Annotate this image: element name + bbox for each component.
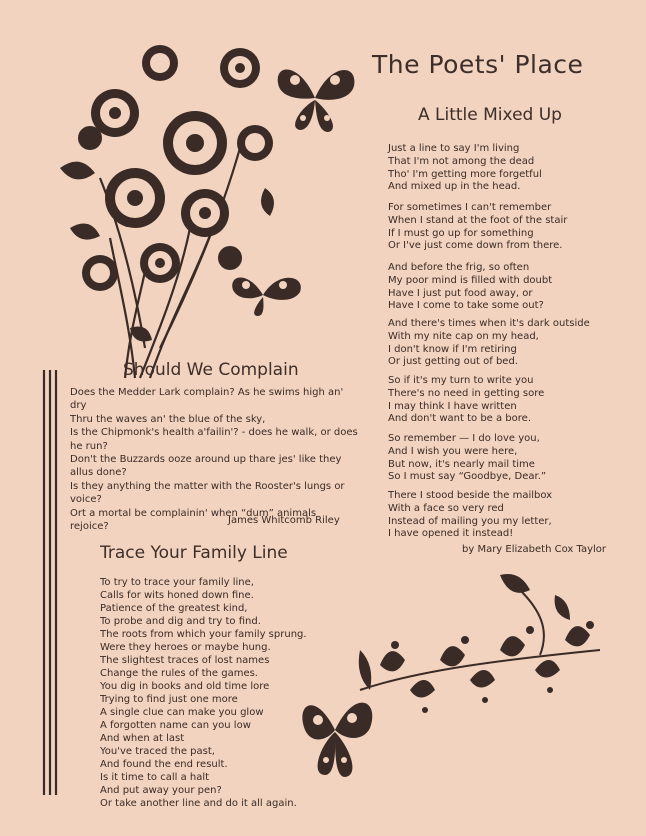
poem-line: And before the frig, so often	[388, 262, 530, 273]
poem-title-family: Trace Your Family Line	[100, 543, 288, 563]
stanza-5	[388, 375, 544, 426]
poem-line: So I must say “Goodbye, Dear.”	[388, 471, 547, 483]
poem-line: Or just getting out of bed.	[388, 356, 518, 368]
flower-stems-icon	[40, 370, 60, 800]
poem-line: The slightest traces of lost names	[100, 655, 270, 666]
page-title: The Poets' Place	[372, 50, 584, 79]
poem-line: Have I come to take some out?	[388, 300, 544, 312]
poem-line: And found the end result.	[100, 759, 228, 770]
poem-line: A single clue can make you glow	[100, 707, 264, 718]
poem-line: I don't know if I'm retiring	[388, 343, 517, 355]
stanza-7	[388, 490, 552, 541]
poem-title-complain: Should We Complain	[123, 360, 299, 380]
poem-line: My poor mind is filled with doubt	[388, 274, 553, 286]
poem-complain-lines	[70, 386, 358, 533]
poem-line: If I must go up for something	[388, 227, 534, 239]
poem-line: Or take another line and do it all again.	[100, 798, 297, 809]
poem-line: Trying to find just one more	[100, 694, 238, 705]
flower-bouquet-icon	[40, 28, 290, 388]
poem-line: There's no need in getting sore	[388, 387, 545, 399]
stanza-3	[388, 262, 552, 313]
poem-line: Thru the waves an' the blue of the sky,	[70, 413, 266, 425]
flower-vine-icon	[300, 570, 610, 790]
poem-line: Tho' I'm getting more forgetful	[388, 168, 542, 180]
poem-line: When I stand at the foot of the stair	[388, 214, 568, 226]
poem-line: And there's times when it's dark outside	[388, 318, 590, 329]
poem-line: allus done?	[70, 467, 127, 479]
author-credit-riley: James Whitcomb Riley	[228, 515, 340, 526]
poem-line: Have I just put food away, or	[388, 287, 533, 299]
poem-line: And mixed up in the head.	[388, 181, 521, 193]
poem-line: dry	[70, 400, 87, 412]
poem-line: You've traced the past,	[100, 746, 215, 757]
poem-line: And when at last	[100, 733, 185, 744]
poem-line: Patience of the greatest kind,	[100, 603, 248, 614]
poem-line: Or I've just come down from there.	[388, 240, 563, 252]
poem-line: To try to trace your family line,	[100, 577, 254, 588]
poem-line: Ort a mortal be complainin' when “dum” animals	[70, 507, 317, 519]
poem-line: Is it time to call a halt	[100, 772, 210, 783]
stanza-1	[388, 143, 542, 194]
poem-line: That I'm not among the dead	[388, 155, 535, 167]
stanza-4	[388, 318, 590, 369]
poem-family-lines	[100, 576, 307, 810]
poem-line: A forgotten name can you low	[100, 720, 251, 731]
poem-line: Don't the Buzzards ooze around up thare jes' like they	[70, 454, 342, 466]
poem-line: Is they anything the matter with the Rooster's lungs or	[70, 480, 345, 492]
poem-line: rejoice?	[70, 521, 109, 533]
poem-line: Is the Chipmonk's health a'failin'? - does he walk, or does	[70, 427, 358, 439]
poem-title-mixed-up: A Little Mixed Up	[418, 105, 562, 125]
poem-line: I may think I have written	[388, 400, 517, 412]
butterfly-icon	[270, 58, 360, 138]
poem-line: So if it's my turn to write you	[388, 375, 534, 386]
stanza-6	[388, 433, 546, 484]
poem-line: And don't want to be a bore.	[388, 413, 531, 425]
poem-line: With my nite cap on my head,	[388, 330, 539, 342]
poem-line: I have opened it instead!	[388, 528, 514, 540]
poem-line: Were they heroes or maybe hung.	[100, 642, 271, 653]
poem-line: So remember — I do love you,	[388, 433, 540, 444]
stanza-2	[388, 202, 567, 253]
poem-line: The roots from which your family sprung.	[100, 629, 307, 640]
author-credit-taylor: by Mary Elizabeth Cox Taylor	[462, 544, 606, 555]
poem-line: For sometimes I can't remember	[388, 202, 552, 213]
poem-line: But now, it's nearly mail time	[388, 458, 535, 470]
poem-line: And put away your pen?	[100, 785, 222, 796]
poem-line: With a face so very red	[388, 502, 504, 514]
poem-line: To probe and dig and try to find.	[100, 616, 261, 627]
butterfly-small-icon	[228, 270, 308, 320]
poem-line: he run?	[70, 440, 108, 452]
poem-line: You dig in books and old time lore	[100, 681, 270, 692]
poem-line: And I wish you were here,	[388, 445, 518, 457]
poem-line: Does the Medder Lark complain? As he swims high an'	[70, 387, 344, 398]
poem-line: Calls for wits honed down fine.	[100, 590, 254, 601]
poem-line: Change the rules of the games.	[100, 668, 258, 679]
poem-line: Instead of mailing you my letter,	[388, 515, 552, 527]
poem-line: There I stood beside the mailbox	[388, 490, 553, 501]
poem-line: Just a line to say I'm living	[388, 143, 520, 154]
poem-line: voice?	[70, 494, 102, 506]
